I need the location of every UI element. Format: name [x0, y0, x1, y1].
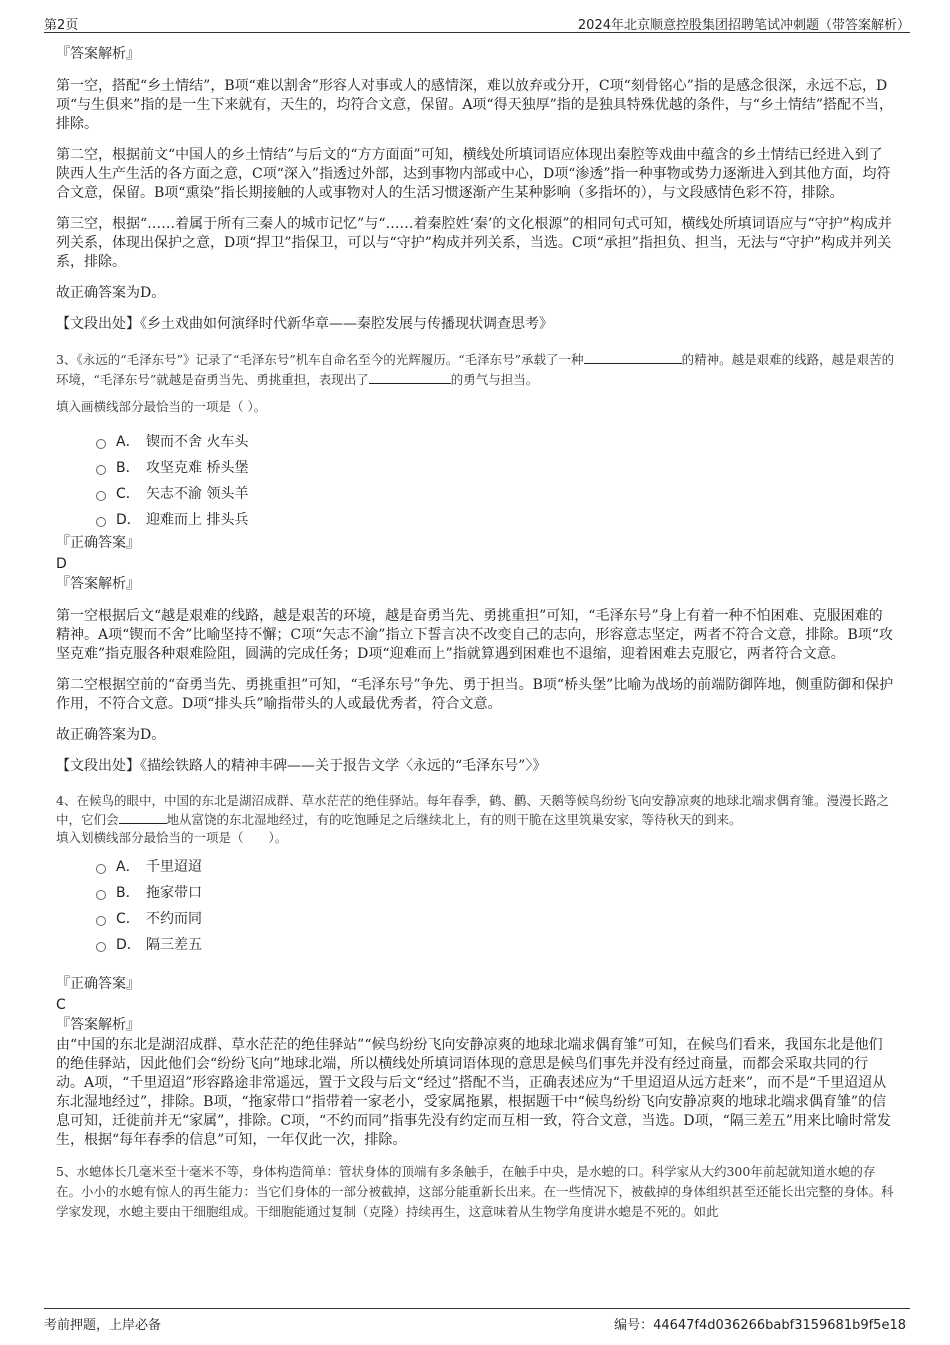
radio-icon[interactable] [96, 517, 106, 527]
document-serial: 编号：44647f4d036266babf3159681b9f5e18 [614, 1318, 906, 1333]
header-divider [44, 32, 910, 33]
q2-analysis-p1: 第一空，搭配“乡土情结”，B项“难以割舍”形容人对事或人的感情深，难以放弃或分开，C项“刻骨铭心”指的是感念很深，永远不忘，D项“与生俱来”指的是一生下来就有，天生的，均符合文意，保留。A项“得天独厚”指的是独具特殊优越的条件，与“乡土情结”搭配不当，排除。 [56, 78, 894, 132]
q3-blank-2 [369, 370, 451, 384]
q5-stem: 5、水螅体长几毫米至十毫米不等，身体构造简单：管状身体的顶端有多条触手，在触手中央，是水螅的口。科学家从大约300年前起就知道水螅的存在。小小的水螅有惊人的再生能力：当它们身体的一部分被截掉，这部分能重新长出来。在一些情况下，被截掉的身体组织甚至还能长出完整的身体。科学家发现，水螅主要由干细胞组成。干细胞能通过复制（克隆）持续再生，这意味着从生物学角度讲水螅是不死的。如此 [56, 1164, 894, 1219]
q3-answer: D [56, 556, 67, 572]
q4-option-b[interactable]: B． 拖家带口 [96, 880, 896, 906]
q4-answer: C [56, 997, 66, 1013]
document-title: 2024年北京顺意控股集团招聘笔试冲刺题（带答案解析） [577, 18, 910, 33]
radio-icon[interactable] [96, 916, 106, 926]
radio-icon[interactable] [96, 491, 106, 501]
q3-option-d[interactable]: D． 迎难而上 排头兵 [96, 507, 896, 533]
q3-analysis-p2: 第二空根据空前的“奋勇当先、勇挑重担”可知，“毛泽东号”争先、勇于担当。B项“桥头堡”比喻为战场的前端防御阵地，侧重防御和保护作用，不符合文意。D项“排头兵”喻指带头的人或最优秀者，符合文意。 [56, 677, 894, 712]
footer-divider [44, 1308, 910, 1309]
q4-analysis-p1: 由“中国的东北是湖沼成群、草水茫茫的绝佳驿站”“候鸟纷纷飞向安静凉爽的地球北端求偶育雏”可知，在候鸟们看来，我国东北是他们的绝佳驿站，因此他们会“纷纷飞向”地球北端，所以横线处所填词语体现的意思是候鸟们事先并没有经过商量，而都会采取共同的行动。A项，“千里迢迢”形容路途非常遥远，置于文段与后文“经过”搭配不当，正确表述应为“千里迢迢从远方赶来”，而不是“千里迢迢从东北湿地经过”，排除。B项，“拖家带口”指带着一家老小，受家属拖累，根据题干中“候鸟纷纷飞向安静凉爽的地球北端求偶育雏”的信息可知，迁徙前并无“家属”，排除。C项，“不约而同”指事先没有约定而互相一致，符合文意，当选。D项，“隔三差五”用来比喻时常发生，根据“每年春季的信息”可知，一年仅此一次，排除。 [56, 1037, 891, 1148]
q3-option-b[interactable]: B． 攻坚克难 桥头堡 [96, 455, 896, 481]
q2-conclusion: 故正确答案为D。 [56, 285, 166, 301]
q4-option-d[interactable]: D． 隔三差五 [96, 932, 896, 958]
q4-option-c[interactable]: C． 不约而同 [96, 906, 896, 932]
q2-analysis-label: 『答案解析』 [56, 46, 140, 62]
q3-analysis-p1: 第一空根据后文“越是艰难的线路，越是艰苦的环境，越是奋勇当先、勇挑重担”可知，“毛泽东号”身上有着一种不怕困难、克服困难的精神。A项“锲而不舍”比喻坚持不懈；C项“矢志不渝”指立下誓言决不改变自己的志向，形容意志坚定，两者不符合文意，排除。B项“攻坚克难”指克服各种艰难险阻，圆满的完成任务；D项“迎难而上”指就算遇到困难也不退缩，迎着困难去克服它，两者符合文意。 [56, 608, 893, 662]
q2-analysis-p2: 第二空，根据前文“中国人的乡土情结”与后文的“方方面面”可知，横线处所填词语应体现出秦腔等戏曲中蕴含的乡土情结已经进入到了陕西人生产生活的各方面之意，C项“深入”指透过外部，达到事物内部或中心，D项“渗透”指一种事物或势力逐渐进入到其他方面，均符合文意，保留。B项“熏染”指长期接触的人或事物对人的生活习惯逐渐产生某种影响（多指坏的），与文段感情色彩不符，排除。 [56, 147, 891, 201]
radio-icon[interactable] [96, 864, 106, 874]
page-header [0, 0, 950, 34]
radio-icon[interactable] [96, 439, 106, 449]
radio-icon[interactable] [96, 942, 106, 952]
q3-option-a[interactable]: A． 锲而不舍 火车头 [96, 429, 896, 455]
q3-blank-1 [584, 350, 682, 364]
q4-prompt: 填入划横线部分最恰当的一项是（ ）。 [56, 830, 288, 845]
q4-stem: 4、在候鸟的眼中，中国的东北是湖沼成群、草水茫茫的绝佳驿站。每年春季，鹤、鹳、天鹅等候鸟纷纷飞向安静凉爽的地球北端求偶育雏。漫漫长路之中，它们会 地从富饶的东北湿地经过，有的吃饱睡足之后继续北上，有的则干脆在这里筑巢安家，等待秋天的到来。 [56, 793, 889, 827]
q4-blank [119, 810, 167, 824]
radio-icon[interactable] [96, 465, 106, 475]
page-content [56, 44, 896, 1222]
q3-prompt: 填入画横线部分最恰当的一项是（ ）。 [56, 399, 267, 414]
radio-icon[interactable] [96, 890, 106, 900]
q3-source: 【文段出处】《描绘铁路人的精神丰碑——关于报告文学〈永远的“毛泽东号”〉》 [56, 758, 547, 774]
q3-conclusion: 故正确答案为D。 [56, 727, 166, 743]
q4-options [96, 854, 896, 958]
q4-answer-label: 『正确答案』 [56, 976, 140, 992]
page-number: 第2页 [44, 18, 79, 33]
q3-answer-label: 『正确答案』 [56, 535, 140, 551]
q3-options [96, 429, 896, 533]
q4-analysis-label: 『答案解析』 [56, 1017, 140, 1033]
q3-stem: 3、《永远的“毛泽东号”》记录了“毛泽东号”机车自命名至今的光辉履历。“毛泽东号”承载了一种 的精神。越是艰难的线路，越是艰苦的环境，“毛泽东号”就越是奋勇当先、勇挑重担，表现出了 的勇气与担当。 [56, 352, 895, 387]
q3-option-c[interactable]: C． 矢志不渝 领头羊 [96, 481, 896, 507]
q3-analysis-label: 『答案解析』 [56, 576, 140, 592]
q2-analysis-p3: 第三空，根据“……着属于所有三秦人的城市记忆”与“……着秦腔姓‘秦’的文化根源”的相同句式可知，横线处所填词语应与“守护”构成并列关系，体现出保护之意，D项“捍卫”指保卫，可以与“守护”构成并列关系，当选。C项“承担”指担负、担当，无法与“守护”构成并列关系，排除。 [56, 216, 892, 270]
footer-slogan: 考前押题，上岸必备 [44, 1318, 162, 1333]
q4-option-a[interactable]: A． 千里迢迢 [96, 854, 896, 880]
q2-source: 【文段出处】《乡土戏曲如何演绎时代新华章——秦腔发展与传播现状调查思考》 [56, 316, 553, 332]
page-footer [0, 1308, 950, 1345]
